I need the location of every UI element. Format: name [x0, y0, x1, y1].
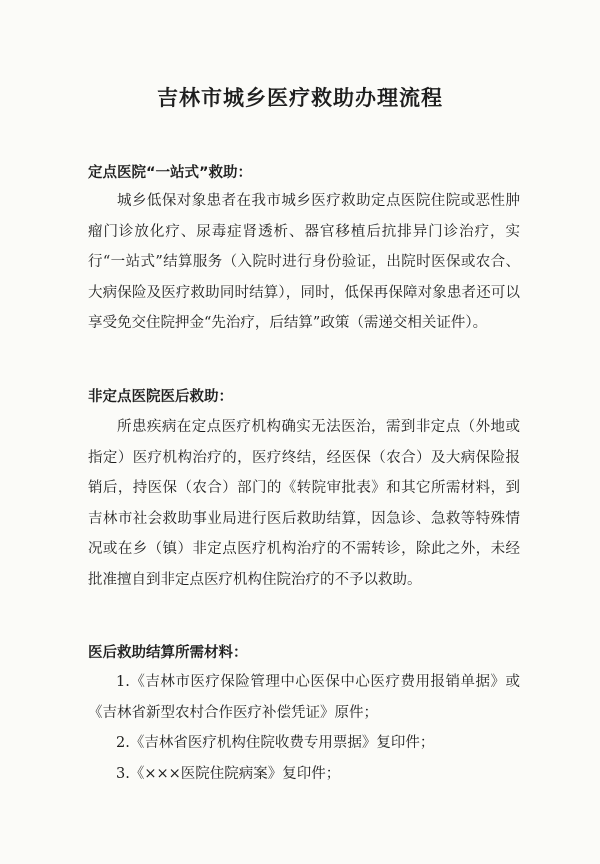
section-body-non-designated-hospital — [88, 412, 520, 595]
list-item: 2.《吉林省医疗机构住院收费专用票据》复印件； — [116, 735, 435, 751]
document-title: 吉林市城乡医疗救助办理流程 — [157, 86, 443, 110]
paragraph-non-designated-hospital: 所患疾病在定点医疗机构确实无法医治，需到非定点（外地或指定）医疗机构治疗的，医疗终结，经医保（农合）及大病保险报销后，持医保（农合）部门的《转院审批表》和其它所需材料，到吉林市社会救助事业局进行医后救助结算，因急诊、急救等特殊情况或在乡（镇）非定点医疗机构治疗的不需转诊，除此之外，未经批准擅自到非定点医疗机构住院治疗的不予以救助。 — [88, 419, 520, 588]
section-heading-required-materials: 医后救助结算所需材料： — [88, 645, 248, 661]
list-item: 1.《吉林市医疗保险管理中心医保中心医疗费用报销单据》或《吉林省新型农村合作医疗补偿凭证》原件； — [88, 674, 520, 721]
materials-list — [88, 667, 520, 789]
section-heading-designated-hospital: 定点医院“一站式”救助： — [88, 165, 253, 181]
list-item: 3.《×××医院住院病案》复印件； — [116, 765, 341, 782]
section-body-designated-hospital — [88, 186, 520, 339]
section-heading-non-designated-hospital: 非定点医院医后救助： — [88, 389, 233, 405]
paragraph-designated-hospital: 城乡低保对象患者在我市城乡医疗救助定点医院住院或恶性肿瘤门诊放化疗、尿毒症肾透析、器官移植后抗排异门诊治疗，实行“一站式”结算服务（入院时进行身份验证，出院时医保或农合、大病保险及医疗救助同时结算），同时，低保再保障对象患者还可以享受免交住院押金“先治疗，后结算”政策（需递交相关证件）。 — [88, 193, 520, 331]
